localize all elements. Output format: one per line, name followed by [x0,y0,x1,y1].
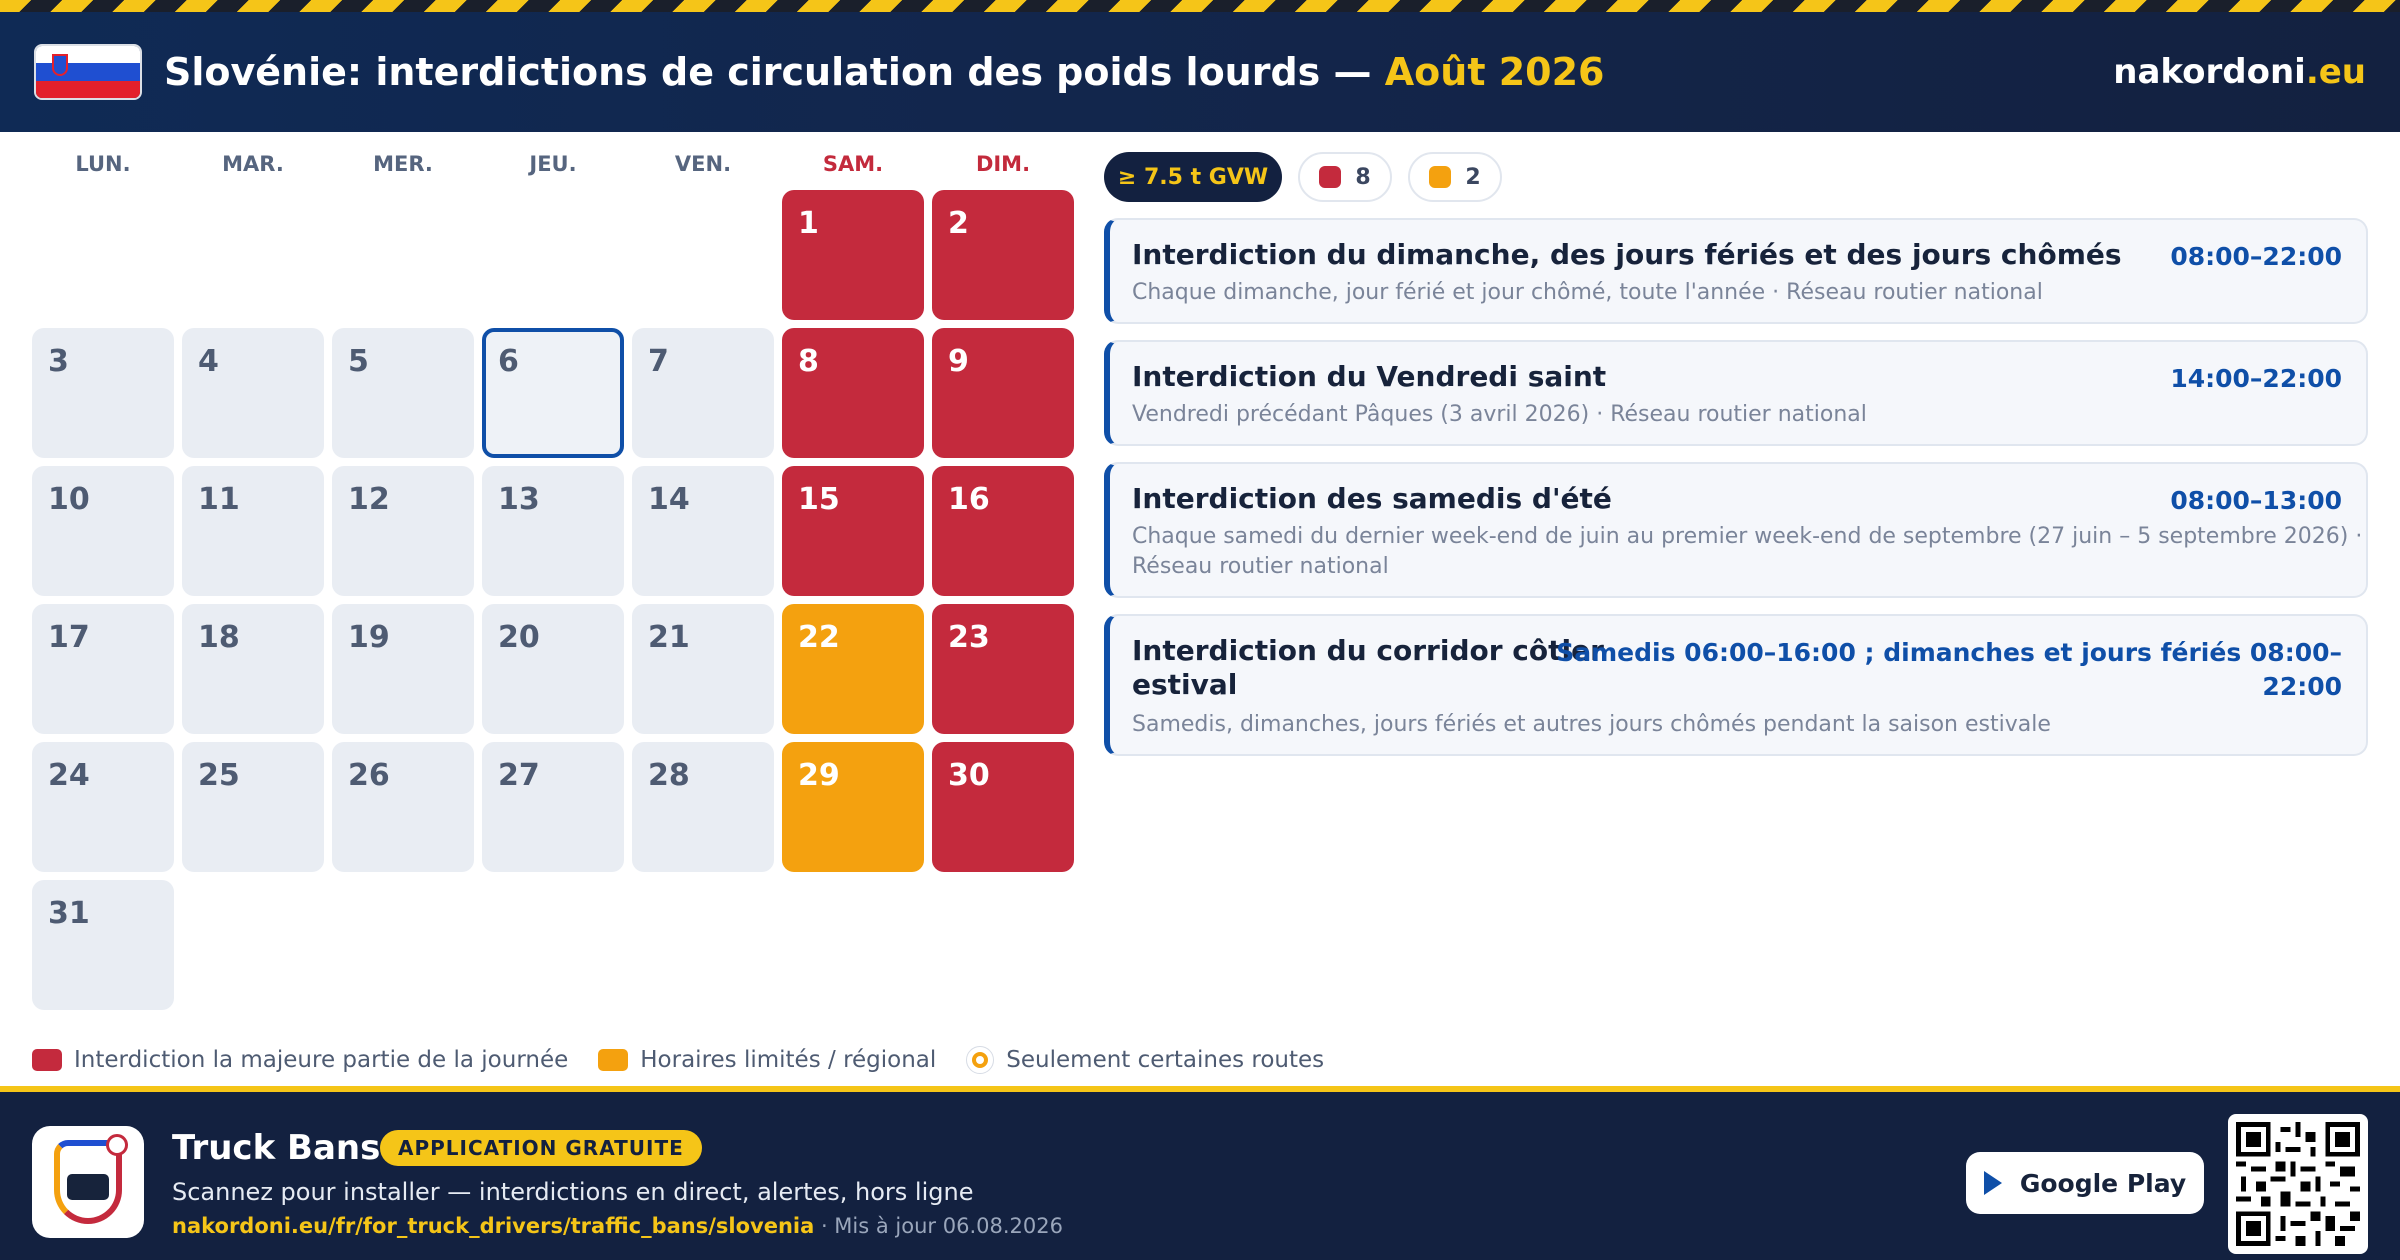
day-number: 7 [648,344,669,379]
ban-time-line1: Samedis 06:00–16:00 ; dimanches et jours fériés 08:00– [1556,638,2342,667]
day-number: 8 [798,344,819,379]
app-url-link[interactable]: nakordoni.eu/fr/for_truck_drivers/traffic_bans/slovenia [172,1214,815,1238]
ban-description: Samedis, dimanches, jours fériés et autres jours chômés pendant la saison estivale [1132,712,2051,737]
legend-item-ring [966,1046,1324,1074]
day-number: 28 [648,758,690,793]
weekday-fri: VEN. [674,152,732,176]
day-cell[interactable] [632,742,774,872]
page-title-text: Slovénie: interdictions de circulation des poids lourds — [164,50,1385,94]
day-number: 6 [498,344,519,379]
day-cell[interactable] [182,742,324,872]
brand-link[interactable] [2113,52,2366,92]
day-cell[interactable] [32,880,174,1010]
day-cell[interactable] [932,328,1074,458]
day-cell[interactable] [932,742,1074,872]
brand-name: nakordoni [2113,52,2306,92]
ban-card-summer-saturdays[interactable] [1104,462,2368,598]
day-number: 31 [48,896,90,931]
red-count-chip[interactable] [1298,152,1392,202]
day-cell[interactable] [632,328,774,458]
app-subtitle: Scannez pour installer — interdictions en direct, alertes, hors ligne [172,1178,974,1206]
day-number: 9 [948,344,969,379]
google-play-button[interactable] [1966,1152,2204,1214]
orange-swatch-icon [598,1049,628,1071]
day-number: 20 [498,620,540,655]
day-number: 17 [48,620,90,655]
ban-time: 14:00–22:00 [2170,364,2342,393]
clock-icon [106,1134,128,1156]
day-cell[interactable] [932,604,1074,734]
google-play-label: Google Play [2019,1168,2187,1198]
day-cell[interactable] [32,742,174,872]
ban-title: Interdiction du Vendredi saint [1132,360,1607,393]
ban-time: 08:00–22:00 [2170,242,2342,271]
weekday-header [32,152,1074,182]
weekday-tue: MAR. [222,152,284,176]
day-cell[interactable] [332,328,474,458]
ban-card-coastal-corridor[interactable] [1104,614,2368,756]
day-cell[interactable] [32,466,174,596]
day-number: 16 [948,482,990,517]
day-cell[interactable] [932,190,1074,320]
day-number: 2 [948,206,969,241]
day-number: 5 [348,344,369,379]
free-app-badge: APPLICATION GRATUITE [380,1130,702,1166]
day-cell[interactable] [782,466,924,596]
brand-tld: .eu [2305,52,2366,92]
weekday-sun: DIM. [975,152,1031,176]
page-header [0,12,2400,132]
ban-card-good-friday[interactable] [1104,340,2368,446]
day-cell[interactable] [332,466,474,596]
day-number: 27 [498,758,540,793]
legend-red-label: Interdiction la majeure partie de la journée [74,1047,569,1073]
qr-code-icon [2228,1114,2368,1254]
red-square-icon [1319,166,1341,188]
day-number: 22 [798,620,840,655]
ban-description-line2: Réseau routier national [1132,554,1389,579]
day-cell[interactable] [782,190,924,320]
day-number: 13 [498,482,540,517]
ban-title-line1: Interdiction du corridor côtier [1132,634,1604,667]
day-number: 1 [798,206,819,241]
day-cell-today[interactable] [482,328,624,458]
app-promo-footer [0,1086,2400,1260]
day-number: 26 [348,758,390,793]
ban-time: 08:00–13:00 [2170,486,2342,515]
weekday-sat: SAM. [822,152,884,176]
day-number: 15 [798,482,840,517]
day-cell[interactable] [182,328,324,458]
day-cell[interactable] [32,604,174,734]
day-cell[interactable] [332,742,474,872]
legend-ring-label: Seulement certaines routes [1006,1047,1325,1073]
day-cell[interactable] [482,742,624,872]
legend-orange-label: Horaires limités / régional [640,1047,937,1073]
day-cell[interactable] [782,604,924,734]
day-cell[interactable] [332,604,474,734]
day-number: 21 [648,620,690,655]
legend-item-red [32,1047,568,1073]
page-title-month: Août 2026 [1384,50,1605,94]
day-cell[interactable] [782,328,924,458]
day-number: 25 [198,758,240,793]
ban-description: Vendredi précédant Pâques (3 avril 2026) · Réseau routier national [1132,402,1867,427]
vehicle-weight-chip[interactable] [1104,152,1282,202]
day-number: 19 [348,620,390,655]
truck-bans-app-icon [32,1126,144,1238]
slovenia-flag-icon [34,44,142,100]
day-number: 24 [48,758,90,793]
hazard-stripe [0,0,2400,12]
day-number: 23 [948,620,990,655]
day-cell[interactable] [482,466,624,596]
day-number: 29 [798,758,840,793]
day-cell[interactable] [632,604,774,734]
weekday-thu: JEU. [529,152,577,176]
orange-count: 2 [1465,164,1481,190]
day-cell[interactable] [482,604,624,734]
page-title [164,50,1604,94]
orange-square-icon [1429,166,1451,188]
day-number: 18 [198,620,240,655]
day-cell[interactable] [782,742,924,872]
truck-icon [67,1174,109,1200]
ban-description-line1: Chaque samedi du dernier week-end de juin au premier week-end de septembre (27 juin – 5 septembre 2026) · [1132,524,2363,549]
day-cell[interactable] [932,466,1074,596]
app-link-line [172,1214,1063,1238]
day-number: 10 [48,482,90,517]
red-swatch-icon [32,1049,62,1071]
day-cell[interactable] [182,604,324,734]
day-number: 30 [948,758,990,793]
weekday-mon: LUN. [75,152,131,176]
day-cell[interactable] [182,466,324,596]
day-cell[interactable] [632,466,774,596]
orange-count-chip[interactable] [1408,152,1502,202]
ban-description: Chaque dimanche, jour férié et jour chômé, toute l'année · Réseau routier national [1132,280,2043,305]
vehicle-weight-label: ≥ 7.5 t GVW [1117,164,1269,190]
day-cell[interactable] [32,328,174,458]
ban-title: Interdiction des samedis d'été [1132,482,1612,515]
red-count: 8 [1355,164,1371,190]
ban-card-sunday[interactable] [1104,218,2368,324]
ring-icon [966,1046,994,1074]
day-number: 12 [348,482,390,517]
legend [32,1042,1354,1078]
weekday-wed: MER. [373,152,433,176]
day-number: 14 [648,482,690,517]
ban-title-line2: estival [1132,668,1238,701]
ban-title: Interdiction du dimanche, des jours fériés et des jours chômés [1132,238,2122,271]
updated-date: · Mis à jour 06.08.2026 [814,1214,1063,1238]
day-number: 11 [198,482,240,517]
play-icon [1984,1171,2002,1195]
legend-item-orange [598,1047,936,1073]
ban-time-line2: 22:00 [2262,672,2342,701]
app-name: Truck Bans [172,1128,381,1168]
day-number: 4 [198,344,219,379]
day-number: 3 [48,344,69,379]
